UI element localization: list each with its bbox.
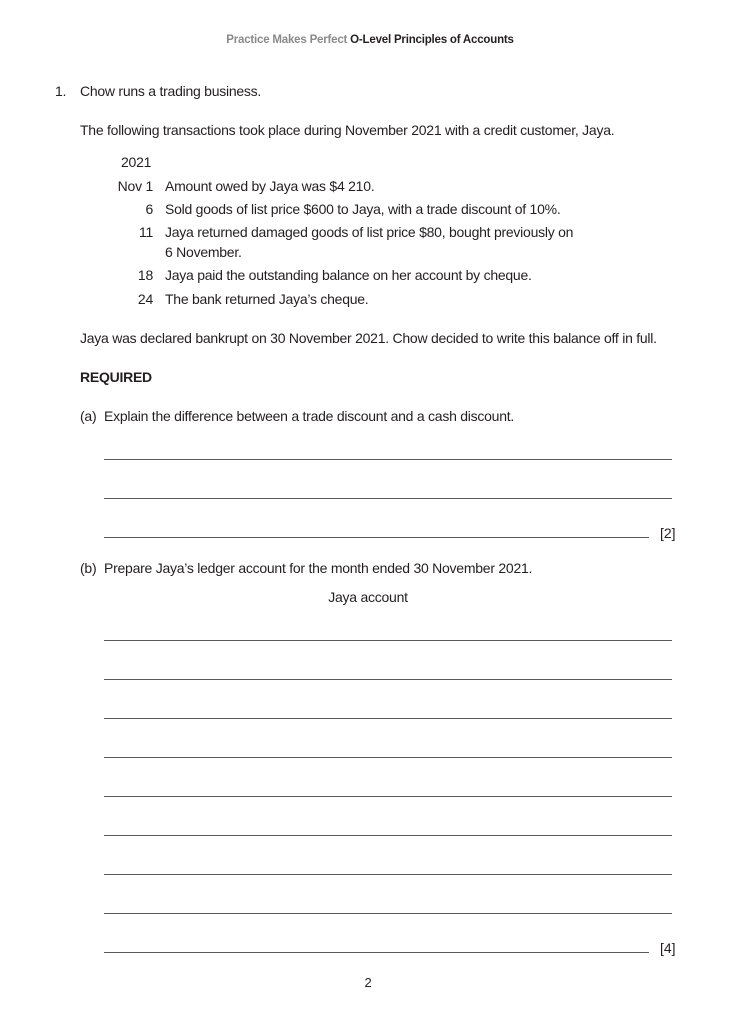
answer-line[interactable] [104,459,672,460]
ledger-account-title: Jaya account [328,589,408,605]
page-header [0,34,740,46]
answer-line[interactable] [104,874,672,875]
transaction-date: Nov 1 [117,178,153,194]
part-b-question: Prepare Jaya’s ledger account for the month ended 30 November 2021. [104,560,533,576]
transaction-text: The bank returned Jaya’s cheque. [165,291,369,307]
transaction-date: 11 [138,224,153,240]
part-a-question: Explain the difference between a trade discount and a cash discount. [104,408,515,424]
transaction-date: 18 [137,267,153,283]
answer-line[interactable] [104,537,649,538]
answer-line[interactable] [104,679,672,680]
answer-line[interactable] [104,640,672,641]
answer-line[interactable] [104,913,672,914]
transaction-text-continued: 6 November. [165,244,242,260]
transaction-text: Sold goods of list price $600 to Jaya, with a trade discount of 10%. [165,201,561,217]
transaction-date: 24 [137,291,153,307]
part-b-marks: [4] [660,940,676,956]
question-context: The following transactions took place during November 2021 with a credit customer, Jaya. [80,122,615,138]
transactions-year: 2021 [121,154,152,170]
page-number: 2 [364,975,372,990]
required-heading: REQUIRED [80,369,152,385]
transaction-text: Jaya paid the outstanding balance on her account by cheque. [165,267,532,283]
transaction-text: Jaya returned damaged goods of list price $80, bought previously on [165,224,574,240]
question-number: 1. [55,83,67,99]
transaction-date: 6 [145,201,153,217]
transaction-text: Amount owed by Jaya was $4 210. [165,178,375,194]
question-intro: Chow runs a trading business. [80,83,262,99]
answer-line[interactable] [104,796,672,797]
part-a-label: (a) [80,408,97,424]
part-b-label: (b) [80,560,97,576]
answer-line[interactable] [104,952,649,953]
book-title: O-Level Principles of Accounts [350,34,514,46]
answer-line[interactable] [104,498,672,499]
answer-line[interactable] [104,757,672,758]
bankruptcy-note: Jaya was declared bankrupt on 30 November 2021. Chow decided to write this balance off in full. [80,330,657,346]
series-name: Practice Makes Perfect [226,34,348,46]
part-a-marks: [2] [660,525,676,541]
answer-line[interactable] [104,718,672,719]
answer-line[interactable] [104,835,672,836]
